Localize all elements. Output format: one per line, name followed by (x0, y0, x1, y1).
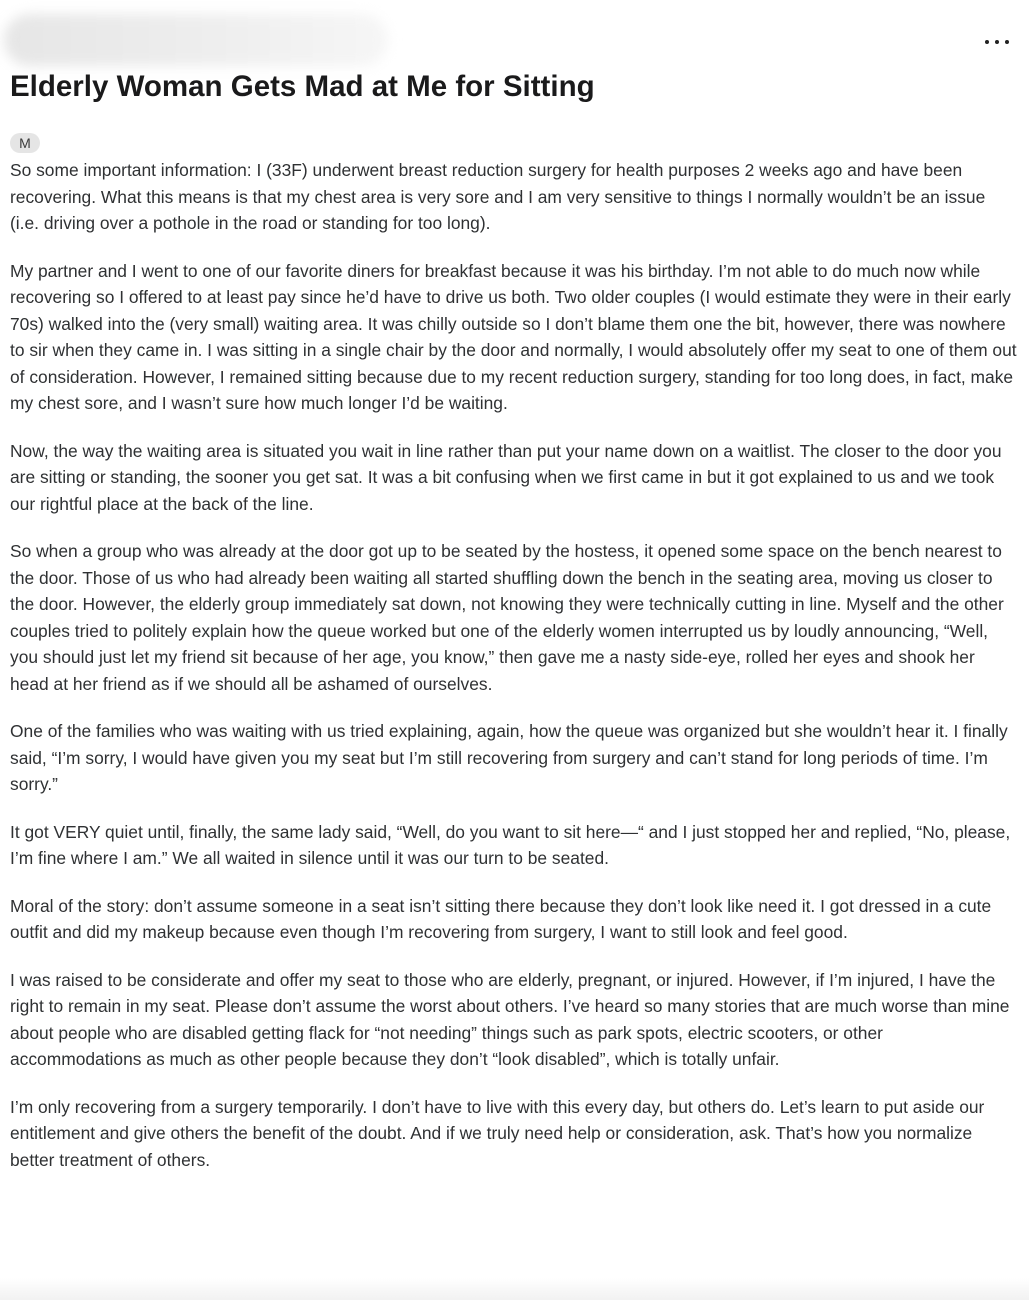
blurred-author-header (4, 14, 388, 66)
post-paragraph: I was raised to be considerate and offer my seat to those who are elderly, pregnant, or injured. However, if I’m injured, I have the right to remain in my seat. Please don’t assume the worst about others. I’ve heard so many stories that are much worse than mine about people who are disabled getting flack for “not needing” things such as park spots, electric scooters, or other accommodations as much as other people because they don’t “look disabled”, which is totally unfair. (10, 969, 1010, 1069)
more-options-button[interactable] (985, 34, 1009, 50)
post-paragraph: I’m only recovering from a surgery temporarily. I don’t have to live with this every day, but others do. Let’s learn to put aside our entitlement and give others the benefit of the doubt. And if we truly need help or consideration, ask. That’s how you normalize better treatment of others. (10, 1096, 985, 1170)
post-paragraph: Moral of the story: don’t assume someone in a seat isn’t sitting there because they don’t look like need it. I got dressed in a cute outfit and did my makeup because even though I’m recovering from surgery, I want to still look and feel good. (10, 895, 992, 942)
post-paragraph: So some important information: I (33F) underwent breast reduction surgery for health purposes 2 weeks ago and have been recovering. What this means is that my chest area is very sore and I am very sensitive to things I normally wouldn’t be an issue (i.e. driving over a pothole in the road or standing for too long). (10, 160, 986, 233)
author-avatar[interactable]: M (10, 133, 40, 153)
more-horizontal-icon (985, 40, 989, 44)
post-body (10, 157, 1018, 1194)
post-paragraph: One of the families who was waiting with us tried explaining, again, how the queue was organized but she wouldn’t hear it. I finally said, “I’m sorry, I would have given you my seat but I’m still recovering from surgery and can’t stand for long periods of time. I’m sorry.” (10, 721, 1008, 794)
bottom-fade (0, 1278, 1029, 1300)
post-paragraph: My partner and I went to one of our favorite diners for breakfast because it was his birthday. I’m not able to do much now while recovering so I offered to at least pay since he’d have to drive us both. Two older couples (I would estimate they were in their early 70s) walked into the (very small) waiting area. It was chilly outside so I don’t blame them one the bit, however, there was nowhere to sir when they came in. I was sitting in a single chair by the door and normally, I would absolutely offer my seat to one of them out of consideration. However, I remained sitting because due to my recent reduction surgery, standing for too long does, in fact, make my chest sore, and I wasn’t sure how much longer I’d be waiting. (10, 260, 1017, 413)
post-paragraph: So when a group who was already at the door got up to be seated by the hostess, it opened some space on the bench nearest to the door. Those of us who had already been waiting all started shuffling down the bench in the seating area, moving us closer to the door. However, the elderly group immediately sat down, not knowing they were technically cutting in line. Myself and the other couples tried to politely explain how the queue worked but one of the elderly women interrupted us by loudly announcing, “Well, you should just let my friend sit because of her age, you know,” then gave me a nasty side-eye, rolled her eyes and shook her head at her friend as if we should all be ashamed of ourselves. (10, 541, 1004, 694)
more-horizontal-icon-dot (995, 40, 999, 44)
post-paragraph: Now, the way the waiting area is situated you wait in line rather than put your name down on a waitlist. The closer to the door you are sitting or standing, the sooner you get sat. It was a bit confusing when we first came in but it got explained to us and we took our rightful place at the back of the line. (10, 440, 1002, 514)
post-title: Elderly Woman Gets Mad at Me for Sitting (10, 70, 595, 103)
post-paragraph: It got VERY quiet until, finally, the same lady said, “Well, do you want to sit here—“ and I just stopped her and replied, “No, please, I’m fine where I am.” We all waited in silence until it was our turn to be seated. (10, 821, 1011, 868)
more-horizontal-icon-dot (1005, 40, 1009, 44)
